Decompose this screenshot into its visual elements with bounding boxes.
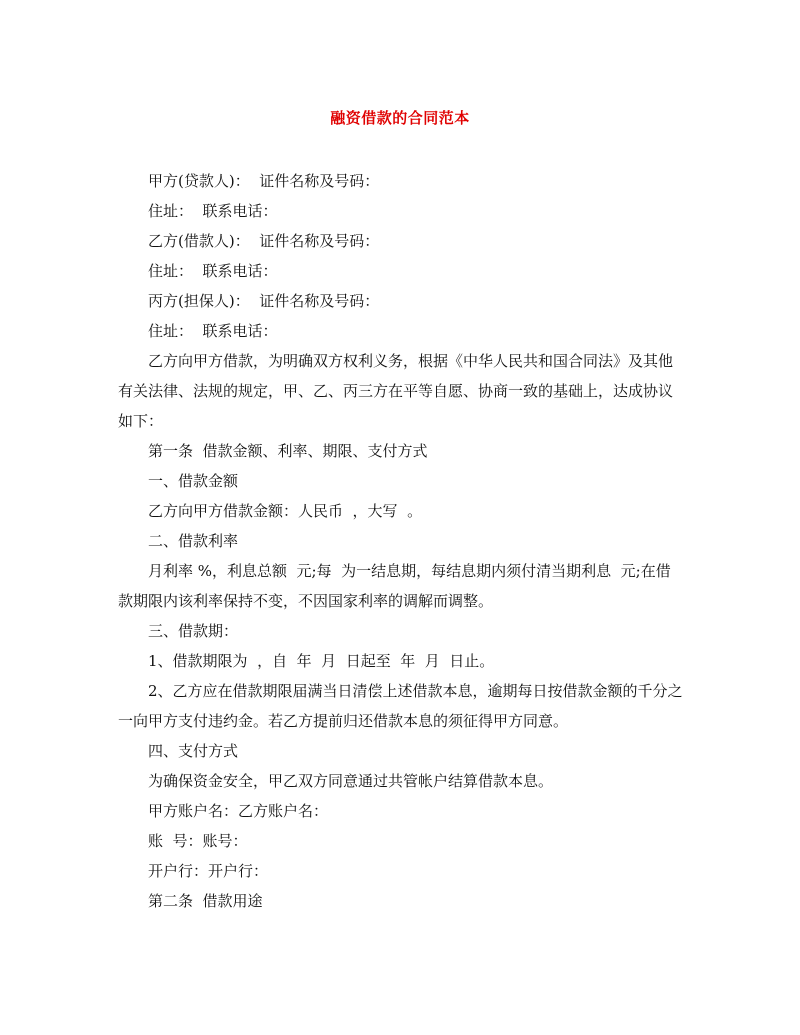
section-loan-term-heading: 三、借款期： <box>148 622 239 640</box>
loan-amount-paragraph: 乙方向甲方借款金额：人民币 ，大写 。 <box>148 502 423 520</box>
preamble-paragraph: 乙方向甲方借款，为明确双方权利义务，根据《中华人民共和国合同法》及其他有关法律、法规的规定，甲、乙、丙三方在平等自愿、协商一致的基础上，达成协议如下： <box>118 352 674 430</box>
article-2-heading: 第二条 借款用途 <box>148 892 263 910</box>
section-loan-amount-heading: 一、借款金额 <box>148 472 239 490</box>
loan-term-item-2: 2、乙方应在借款期限届满当日清偿上述借款本息，逾期每日按借款金额的千分之一向甲方支付违约金。若乙方提前归还借款本息的须征得甲方同意。 <box>118 682 683 730</box>
interest-rate-paragraph: 月利率 %，利息总额 元;每 为一结息期，每结息期内须付清当期利息 元;在借款期限内该利率保持不变，不因国家利率的调解而调整。 <box>118 562 671 610</box>
bank-line: 开户行：开户行： <box>148 862 269 880</box>
document-title: 融资借款的合同范本 <box>330 109 470 127</box>
party-b-address-line: 住址： 联系电话： <box>148 262 278 280</box>
section-interest-rate-heading: 二、借款利率 <box>148 532 239 550</box>
party-a-address-line: 住址： 联系电话： <box>148 202 278 220</box>
section-payment-method-heading: 四、支付方式 <box>148 742 239 760</box>
article-1-heading: 第一条 借款金额、利率、期限、支付方式 <box>148 442 428 460</box>
payment-method-paragraph: 为确保资金安全，甲乙双方同意通过共管帐户结算借款本息。 <box>148 772 554 790</box>
party-b-line: 乙方(借款人)： 证件名称及号码： <box>148 232 380 250</box>
document-body <box>118 166 684 916</box>
party-a-line: 甲方(贷款人)： 证件名称及号码： <box>148 172 380 190</box>
party-c-line: 丙方(担保人)： 证件名称及号码： <box>148 292 380 310</box>
loan-term-item-1: 1、借款期限为 ，自 年 月 日起至 年 月 日止。 <box>148 652 495 670</box>
account-number-line: 账 号：账号： <box>148 832 248 850</box>
account-name-line: 甲方账户名：乙方账户名： <box>148 802 329 820</box>
party-c-address-line: 住址： 联系电话： <box>148 322 278 340</box>
